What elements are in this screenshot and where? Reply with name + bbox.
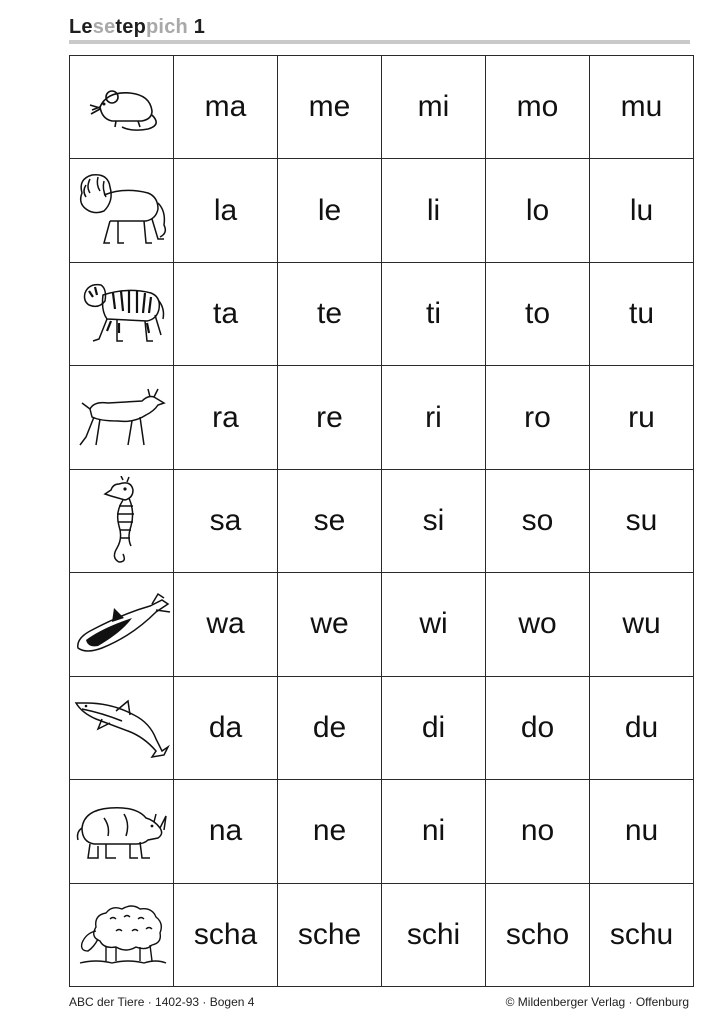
syllable-cell: ma (174, 56, 278, 159)
syllable-cell: su (590, 469, 694, 572)
animal-cell (70, 883, 174, 987)
table-row (70, 780, 694, 883)
syllable-cell: wo (486, 573, 590, 676)
table-row (70, 159, 694, 262)
animal-cell (70, 56, 174, 159)
syllable-cell: ru (590, 366, 694, 469)
dolphin-icon (72, 695, 172, 761)
animal-cell (70, 262, 174, 365)
syllable-cell: si (382, 469, 486, 572)
animal-cell (70, 676, 174, 779)
syllable-grid (69, 55, 694, 987)
syllable-cell: mu (590, 56, 694, 159)
syllable-cell: scha (174, 883, 278, 987)
syllable-cell: se (278, 469, 382, 572)
syllable-cell: ro (486, 366, 590, 469)
syllable-cell: du (590, 676, 694, 779)
animal-cell (70, 780, 174, 883)
deer-icon (74, 387, 170, 449)
syllable-cell: we (278, 573, 382, 676)
page-title (69, 16, 205, 39)
syllable-cell: scho (486, 883, 590, 987)
syllable-cell: me (278, 56, 382, 159)
syllable-cell: wa (174, 573, 278, 676)
animal-cell (70, 573, 174, 676)
animal-cell (70, 469, 174, 572)
title-part: se (92, 16, 116, 38)
syllable-cell: sche (278, 883, 382, 987)
syllable-cell: ra (174, 366, 278, 469)
animal-cell (70, 366, 174, 469)
syllable-cell: tu (590, 262, 694, 365)
table-row (70, 56, 694, 159)
syllable-cell: wi (382, 573, 486, 676)
orca-icon (72, 592, 172, 656)
syllable-cell: do (486, 676, 590, 779)
syllable-cell: mo (486, 56, 590, 159)
table-row (70, 469, 694, 572)
seahorse-icon (97, 476, 147, 566)
table-row (70, 366, 694, 469)
syllable-cell: ri (382, 366, 486, 469)
table-row (70, 262, 694, 365)
syllable-cell: wu (590, 573, 694, 676)
syllable-cell: la (174, 159, 278, 262)
title-part: 1 (187, 16, 206, 38)
syllable-cell: so (486, 469, 590, 572)
syllable-cell: ni (382, 780, 486, 883)
table-row (70, 676, 694, 779)
animal-cell (70, 159, 174, 262)
syllable-cell: na (174, 780, 278, 883)
syllable-cell: sa (174, 469, 278, 572)
header-rule (69, 40, 690, 44)
title-part: Le (69, 16, 93, 38)
tiger-icon (77, 279, 167, 349)
syllable-cell: le (278, 159, 382, 262)
syllable-cell: ti (382, 262, 486, 365)
syllable-cell: ta (174, 262, 278, 365)
syllable-cell: nu (590, 780, 694, 883)
syllable-cell: schi (382, 883, 486, 987)
syllable-cell: lo (486, 159, 590, 262)
syllable-cell: to (486, 262, 590, 365)
table-row (70, 573, 694, 676)
syllable-cell: lu (590, 159, 694, 262)
table-row (70, 883, 694, 987)
title-part: pich (146, 16, 188, 38)
mouse-icon (82, 77, 162, 137)
syllable-cell: di (382, 676, 486, 779)
syllable-cell: mi (382, 56, 486, 159)
syllable-cell: no (486, 780, 590, 883)
footer-right: © Mildenberger Verlag · Offenburg (505, 995, 689, 1009)
syllable-cell: li (382, 159, 486, 262)
syllable-cell: re (278, 366, 382, 469)
title-part: tep (115, 16, 147, 38)
lion-icon (74, 171, 170, 251)
syllable-cell: te (278, 262, 382, 365)
syllable-cell: schu (590, 883, 694, 987)
footer-left: ABC der Tiere · 1402-93 · Bogen 4 (69, 995, 255, 1009)
syllable-cell: ne (278, 780, 382, 883)
syllable-cell: da (174, 676, 278, 779)
syllable-cell: de (278, 676, 382, 779)
sheep-icon (76, 901, 168, 969)
rhinoceros-icon (74, 798, 170, 864)
